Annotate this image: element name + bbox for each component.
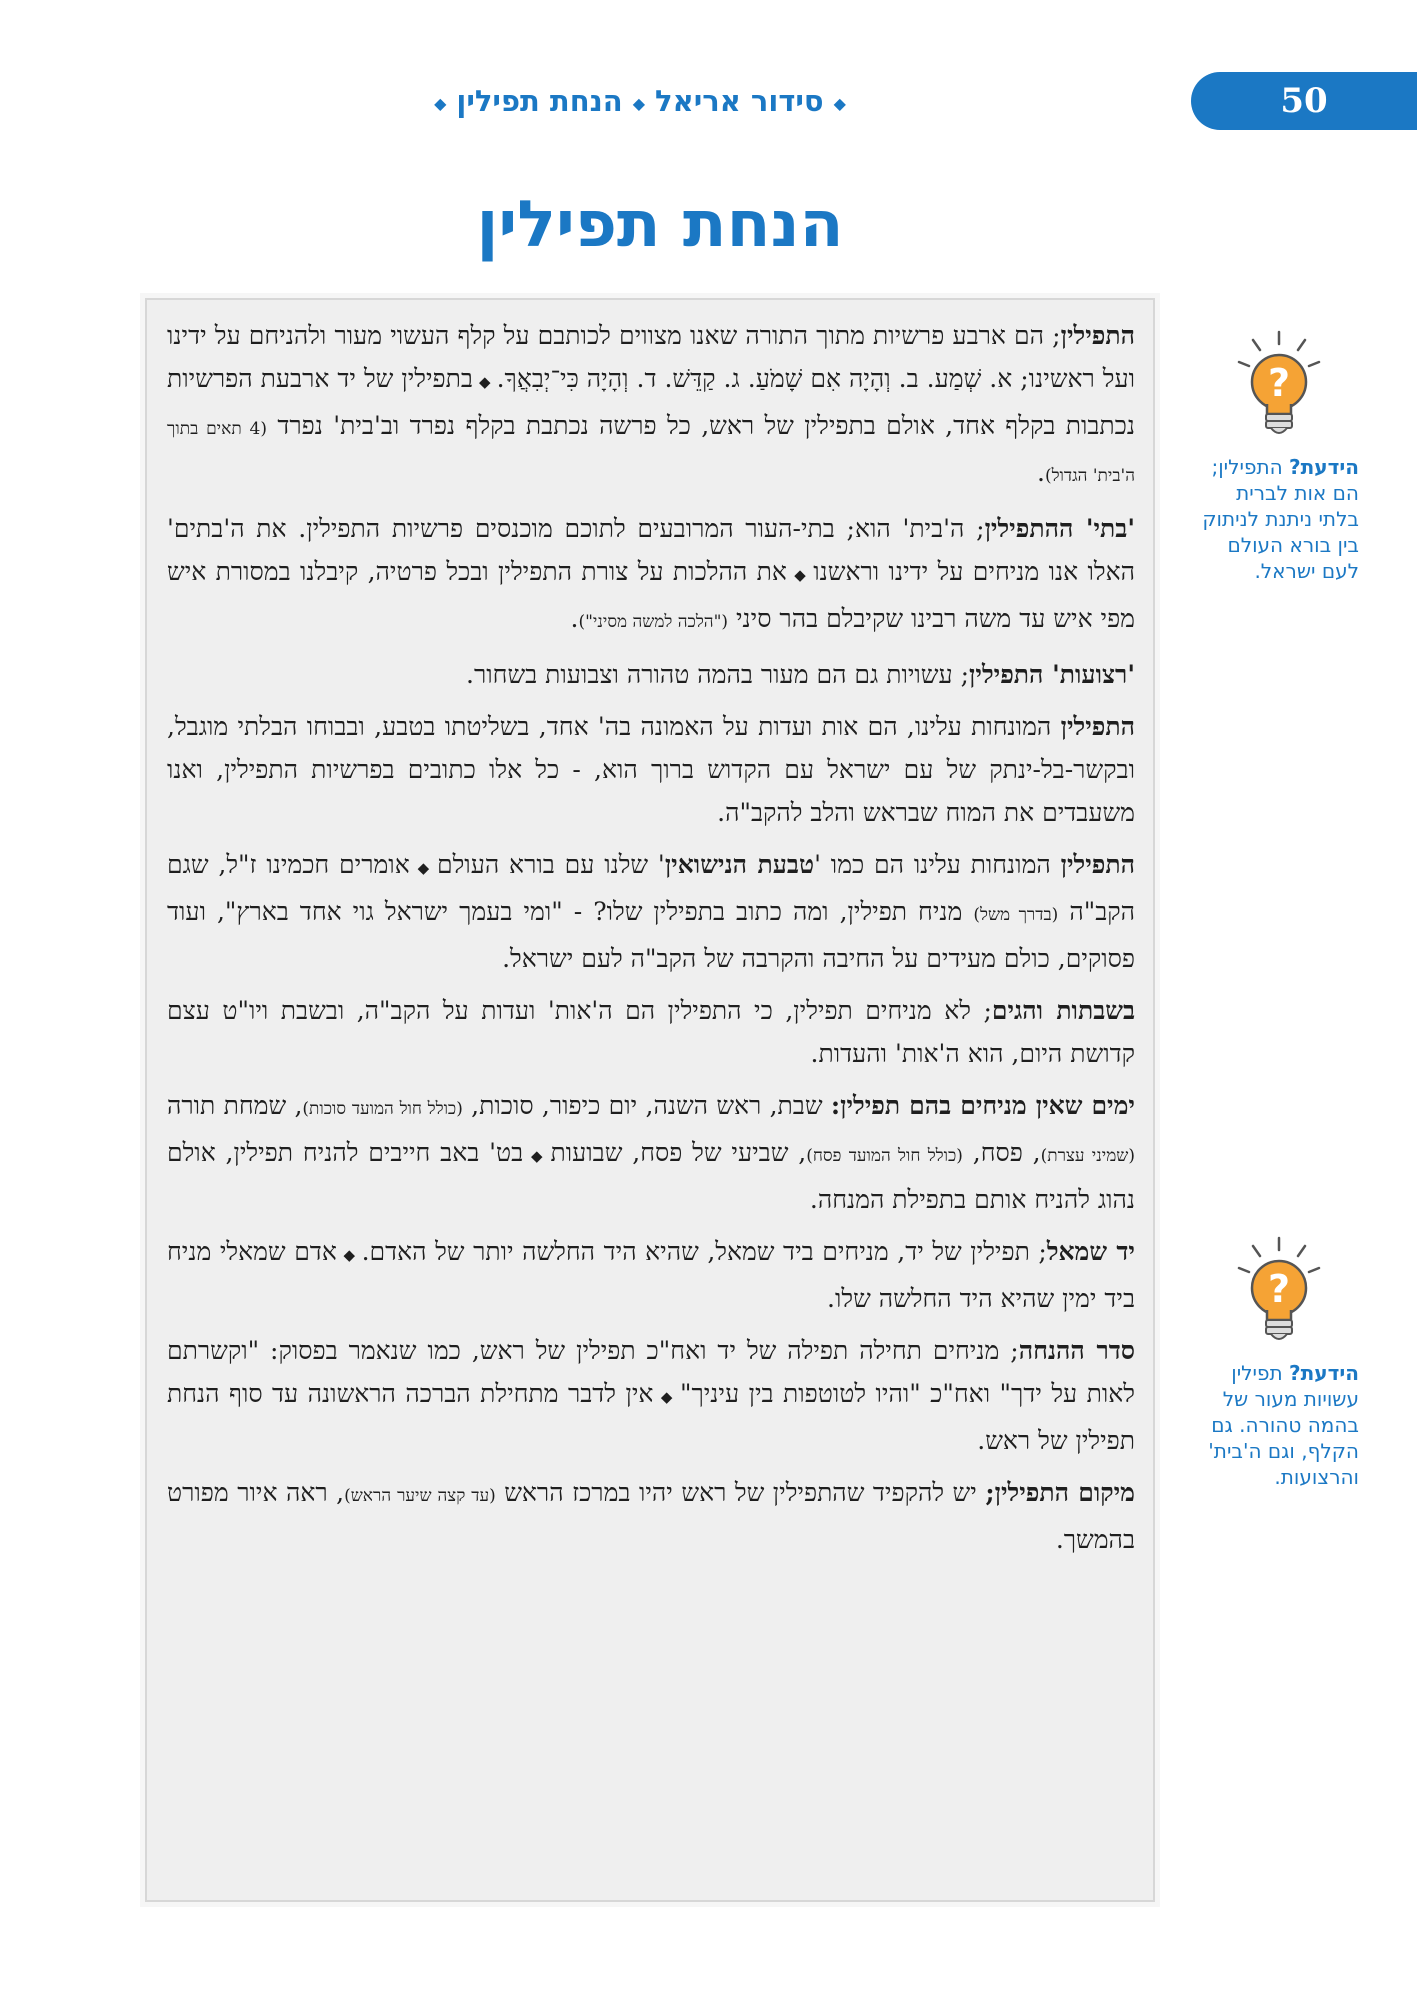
diamond-separator-icon: ◆ <box>342 1246 356 1264</box>
running-section: הנחת תפילין <box>456 84 623 118</box>
sidebar-label: הידעת? <box>1289 455 1359 479</box>
diamond-separator-icon: ◆ <box>415 859 432 877</box>
sidebar-text: התפילין; הם אות לברית בלתי ניתנת לניתוק בין בורא העולם לעם ישראל. <box>1202 455 1359 583</box>
sidebar-label: הידעת? <box>1289 1361 1359 1385</box>
diamond-separator-icon: ◆ <box>659 1388 674 1406</box>
paragraph-batim: 'בתי' ההתפילין; ה'בית' הוא; בתי-העור המרובעים לתוכם מוכנסים פרשיות התפילין. את ה'בתים' האלו אנו מניחים על ידינו וראשנו◆את ההלכות על צורת התפילין ובכל פרטיה, קיבלנו במסורת איש מפי איש עד משה רבינו שקיבלם בהר סיני ("הלכה למשה מסיני"). <box>167 514 1135 633</box>
running-head <box>380 84 900 118</box>
running-title: סידור אריאל <box>655 84 824 118</box>
page-number-tab <box>1191 72 1417 130</box>
page-number: 50 <box>1280 81 1328 121</box>
paragraph-order: סדר ההנחה; מניחים תחילה תפילה של יד ואח"כ תפילין של ראש, כמו שנאמר בפסוק: "וקשרתם לאות על ידך" ואח"כ "והיו לטוטפות בין עיניך"◆אין לדבר מתחילת הברכה הראשונה עד סוף הנחת תפילין של ראש. <box>167 1336 1135 1455</box>
term: ימים שאין מניחים בהם תפילין: <box>830 1091 1135 1120</box>
term: סדר ההנחה <box>1018 1336 1135 1365</box>
term: התפילין <box>1060 850 1136 879</box>
did-you-know-sidebar-2 <box>1199 1236 1359 1490</box>
paragraph-left-hand: יד שמאל; תפילין של יד, מניחים ביד שמאל, שהיא היד החלשה יותר של האדם.◆אדם שמאלי מניח ביד ימין שהיא היד החלשה שלו. <box>167 1237 1135 1313</box>
term: יד שמאל <box>1046 1237 1135 1266</box>
paragraph-placement: מיקום התפילין; יש להקפיד שהתפילין של ראש יהיו במרכז הראש (עד קצה שיער הראש), ראה איור מפורט בהמשך. <box>167 1478 1135 1554</box>
diamond-separator-icon: ◆ <box>792 566 808 584</box>
svg-text:?: ? <box>1267 1267 1291 1311</box>
svg-text:?: ? <box>1267 361 1291 405</box>
main-text-box <box>145 298 1155 1902</box>
lightbulb-question-icon <box>1233 1236 1325 1352</box>
paragraph-days: ימים שאין מניחים בהם תפילין: שבת, ראש השנה, יום כיפור, סוכות, (כולל חול המועד סוכות), שמחת תורה (שמיני עצרת), פסח, (כולל חול המועד פסח), שביעי של פסח, שבועות◆בט' באב חייבים להניח תפילין, אולם נהוג להניח אותם בתפילת המנחה. <box>167 1091 1135 1214</box>
term: התפילין <box>1060 321 1135 350</box>
paragraph-ring: התפילין המונחות עלינו הם כמו 'טבעת הנישואין' שלנו עם בורא העולם◆אומרים חכמינו ז"ל, שגם הקב"ה (בדרך משל) מניח תפילין, ומה כתוב בתפילין שלו? - "ומי בעמך ישראל גוי אחד בארץ", ועוד פסוקים, כולם מעידים על החיבה והקרבה של הקב"ה לעם ישראל. <box>167 850 1136 973</box>
term: 'בתי' ההתפילין <box>984 514 1135 543</box>
term: מיקום התפילין; <box>985 1478 1135 1507</box>
lightbulb-question-icon <box>1233 330 1325 446</box>
did-you-know-sidebar-1 <box>1199 330 1359 584</box>
sidebar-text: תפילין עשויות מעור של בהמה טהורה. גם הקלף, וגם ה'בית' והרצועות. <box>1208 1361 1359 1489</box>
page-title: הנחת תפילין <box>476 188 844 262</box>
diamond-separator-icon: ◆ <box>478 373 491 391</box>
bullet-dot-icon: ◆ <box>434 93 447 113</box>
bullet-dot-icon: ◆ <box>833 93 846 113</box>
main-content <box>167 314 1135 1570</box>
term: בשבתות והגים <box>991 996 1136 1025</box>
paragraph-ot: התפילין המונחות עלינו, הם אות ועדות על האמונה בה' אחד, בשליטתו בטבע, ובבוחו הבלתי מוגבל, ובקשר-בל-ינתק של עם ישראל עם הקדוש ברוך הוא, - כל אלו כתובים בפרשיות התפילין, ואנו משעבדים את המוח שבראש והלב להקב"ה. <box>167 712 1135 827</box>
diamond-separator-icon: ◆ <box>529 1147 545 1165</box>
term: התפילין <box>1060 712 1135 741</box>
paragraph-retzuot: 'רצועות' התפילין; עשויות גם הם מעור בהמה טהורה וצבועות בשחור. <box>466 660 1135 689</box>
paragraph-tefillin: התפילין; הם ארבע פרשיות מתוך התורה שאנו מצווים לכותבם על קלף העשוי מעור ולהניחם על ידינו ועל ראשינו; א. שְׁמַע. ב. וְהָיָה אִם שָׁמֹעַ. ג. קַדֵּשׁ. ד. וְהָיָה כִּי־יְבִאֲךָ.◆בתפילין של יד ארבעת הפרשיות נכתבות בקלף אחד, אולם בתפילין של ראש, כל פרשה נכתבת בקלף נפרד וב'בית' נפרד (4 תאים בתוך ה'בית' הגדול). <box>167 321 1136 487</box>
paragraph-shabbat: בשבתות והגים; לא מניחים תפילין, כי התפילין הם ה'אות' ועדות על הקב"ה, ובשבת ויו"ט עצם קדושת היום, הוא ה'אות' והעדות. <box>167 996 1136 1068</box>
bullet-dot-icon: ◆ <box>632 93 646 113</box>
term: 'רצועות' התפילין <box>969 660 1135 689</box>
